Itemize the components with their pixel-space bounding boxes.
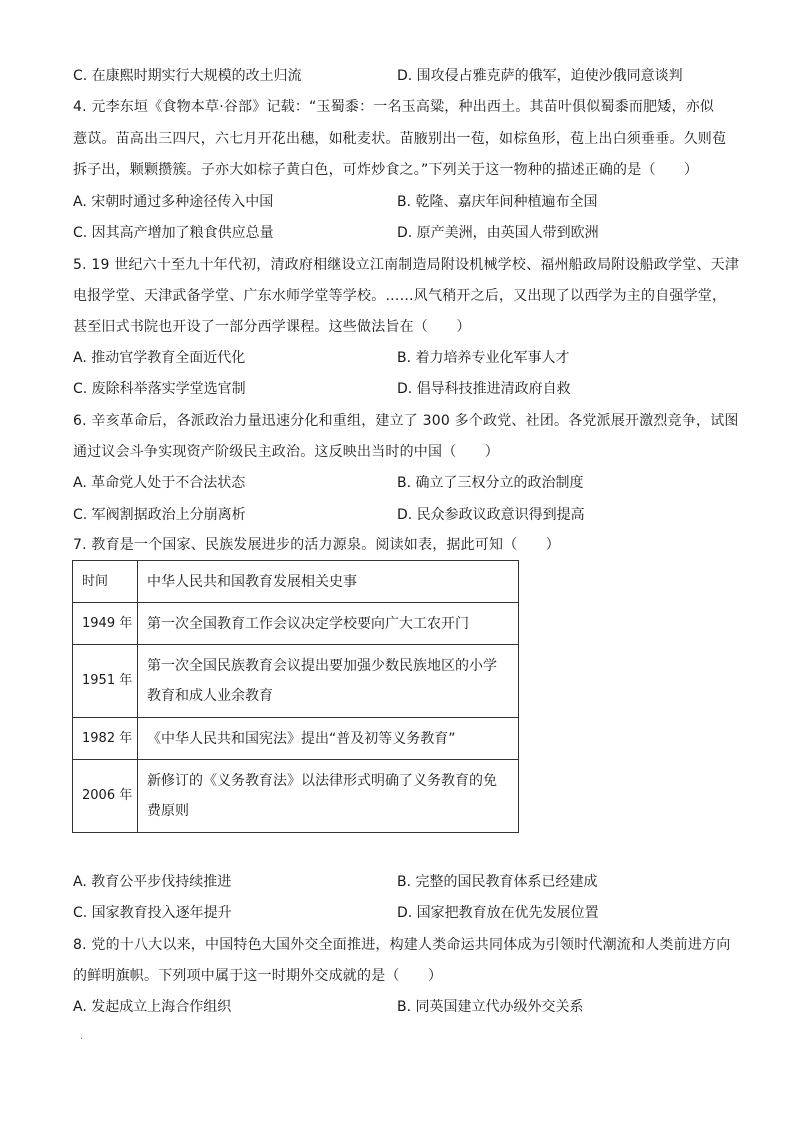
table-cell-event: [138, 760, 519, 833]
q5-option-a: A. 推动官学教育全面近代化: [73, 350, 246, 366]
q7-option-d: D. 国家把教育放在优先发展位置: [397, 905, 599, 921]
table-row: [73, 645, 519, 718]
q5-option-b: B. 着力培养专业化军事人才: [397, 350, 570, 366]
page-speck: ·: [80, 1034, 84, 1045]
table-cell-event-line: 第一次全国民族教育会议提出要加强少数民族地区的小学: [147, 658, 497, 674]
q5-stem-line-2: 电报学堂、天津武备学堂、广东水师学堂等学校。……风气稍开之后，又出现了以西学为主的自强学堂，: [73, 288, 727, 304]
table-row: [73, 718, 519, 760]
q4-stem-line-1: 4. 元李东垣《食物本草·谷部》记载：“玉蜀黍：一名玉高粱，种出西土。其苗叶俱似蜀黍而肥矮，亦似: [73, 99, 715, 115]
q7-option-b: B. 完整的国民教育体系已经建成: [397, 874, 598, 890]
table-row: [73, 603, 519, 645]
q6-stem-line-1: 6. 辛亥革命后，各派政治力量迅速分化和重组，建立了 300 多个政党、社团。各党派展开激烈竞争，试图: [73, 413, 739, 429]
table-header-time: 时间: [73, 561, 138, 603]
q8-option-b: B. 同英国建立代办级外交关系: [397, 999, 584, 1015]
table-cell-year: 1951 年: [73, 645, 138, 718]
q4-stem-line-2: 薏苡。苗高出三四尺，六七月开花出穗，如秕麦状。苗腋别出一苞，如棕鱼形，苞上出白须垂垂。久则苞: [73, 131, 727, 147]
q5-option-d: D. 倡导科技推进清政府自救: [397, 381, 571, 397]
q4-option-b: B. 乾隆、嘉庆年间种植遍布全国: [397, 194, 598, 210]
q4-option-a: A. 宋朝时通过多种途径传入中国: [73, 194, 274, 210]
q7-option-a: A. 教育公平步伐持续推进: [73, 874, 232, 890]
q7-stem: 7. 教育是一个国家、民族发展进步的活力源泉。阅读如表，据此可知（ ）: [73, 537, 561, 553]
table-row: [73, 760, 519, 833]
table-cell-event-line: 费原则: [147, 803, 189, 819]
table-cell-year: 2006 年: [73, 760, 138, 833]
table-header-event: 中华人民共和国教育发展相关史事: [138, 561, 519, 603]
table-cell-event: 《中华人民共和国宪法》提出“普及初等义务教育”: [138, 718, 519, 760]
education-history-table: [72, 560, 519, 833]
q6-option-a: A. 革命党人处于不合法状态: [73, 475, 246, 491]
q4-stem-line-3: 拆子出，颗颗攒簇。子亦大如棕子黄白色，可炸炒食之。”下列关于这一物种的描述正确的是（ ）: [73, 162, 699, 178]
table-cell-event-line: 新修订的《义务教育法》以法律形式明确了义务教育的免: [147, 773, 497, 789]
q3-option-d: D. 围攻侵占雅克萨的俄军，迫使沙俄同意谈判: [397, 68, 683, 84]
q4-option-c: C. 因其高产增加了粮食供应总量: [73, 225, 274, 241]
q8-option-a: A. 发起成立上海合作组织: [73, 999, 232, 1015]
table-cell-event-line: 教育和成人业余教育: [147, 688, 273, 704]
q6-stem-line-2: 通过议会斗争实现资产阶级民主政治。这反映出当时的中国（ ）: [73, 444, 499, 460]
q8-stem-line-1: 8. 党的十八大以来，中国特色大国外交全面推进，构建人类命运共同体成为引领时代潮流和人类前进方向: [73, 937, 731, 953]
table-cell-year: 1949 年: [73, 603, 138, 645]
q3-option-c: C. 在康熙时期实行大规模的改土归流: [73, 68, 302, 84]
q6-option-c: C. 军阀割据政治上分崩离析: [73, 507, 246, 523]
table-cell-event: 第一次全国教育工作会议决定学校要向广大工农开门: [138, 603, 519, 645]
q6-option-d: D. 民众参政议政意识得到提高: [397, 507, 585, 523]
table-header-row: [73, 561, 519, 603]
q5-option-c: C. 废除科举落实学堂选官制: [73, 381, 246, 397]
table-cell-event: [138, 645, 519, 718]
q8-stem-line-2: 的鲜明旗帜。下列项中属于这一时期外交成就的是（ ）: [73, 968, 443, 984]
q6-option-b: B. 确立了三权分立的政治制度: [397, 475, 584, 491]
q7-option-c: C. 国家教育投入逐年提升: [73, 905, 232, 921]
q5-stem-line-1: 5. 19 世纪六十至九十年代初，清政府相继设立江南制造局附设机械学校、福州船政局附设船政学堂、天津: [73, 257, 740, 273]
q4-option-d: D. 原产美洲，由英国人带到欧洲: [397, 225, 599, 241]
table-cell-year: 1982 年: [73, 718, 138, 760]
q5-stem-line-3: 甚至旧式书院也开设了一部分西学课程。这些做法旨在（ ）: [73, 319, 471, 335]
